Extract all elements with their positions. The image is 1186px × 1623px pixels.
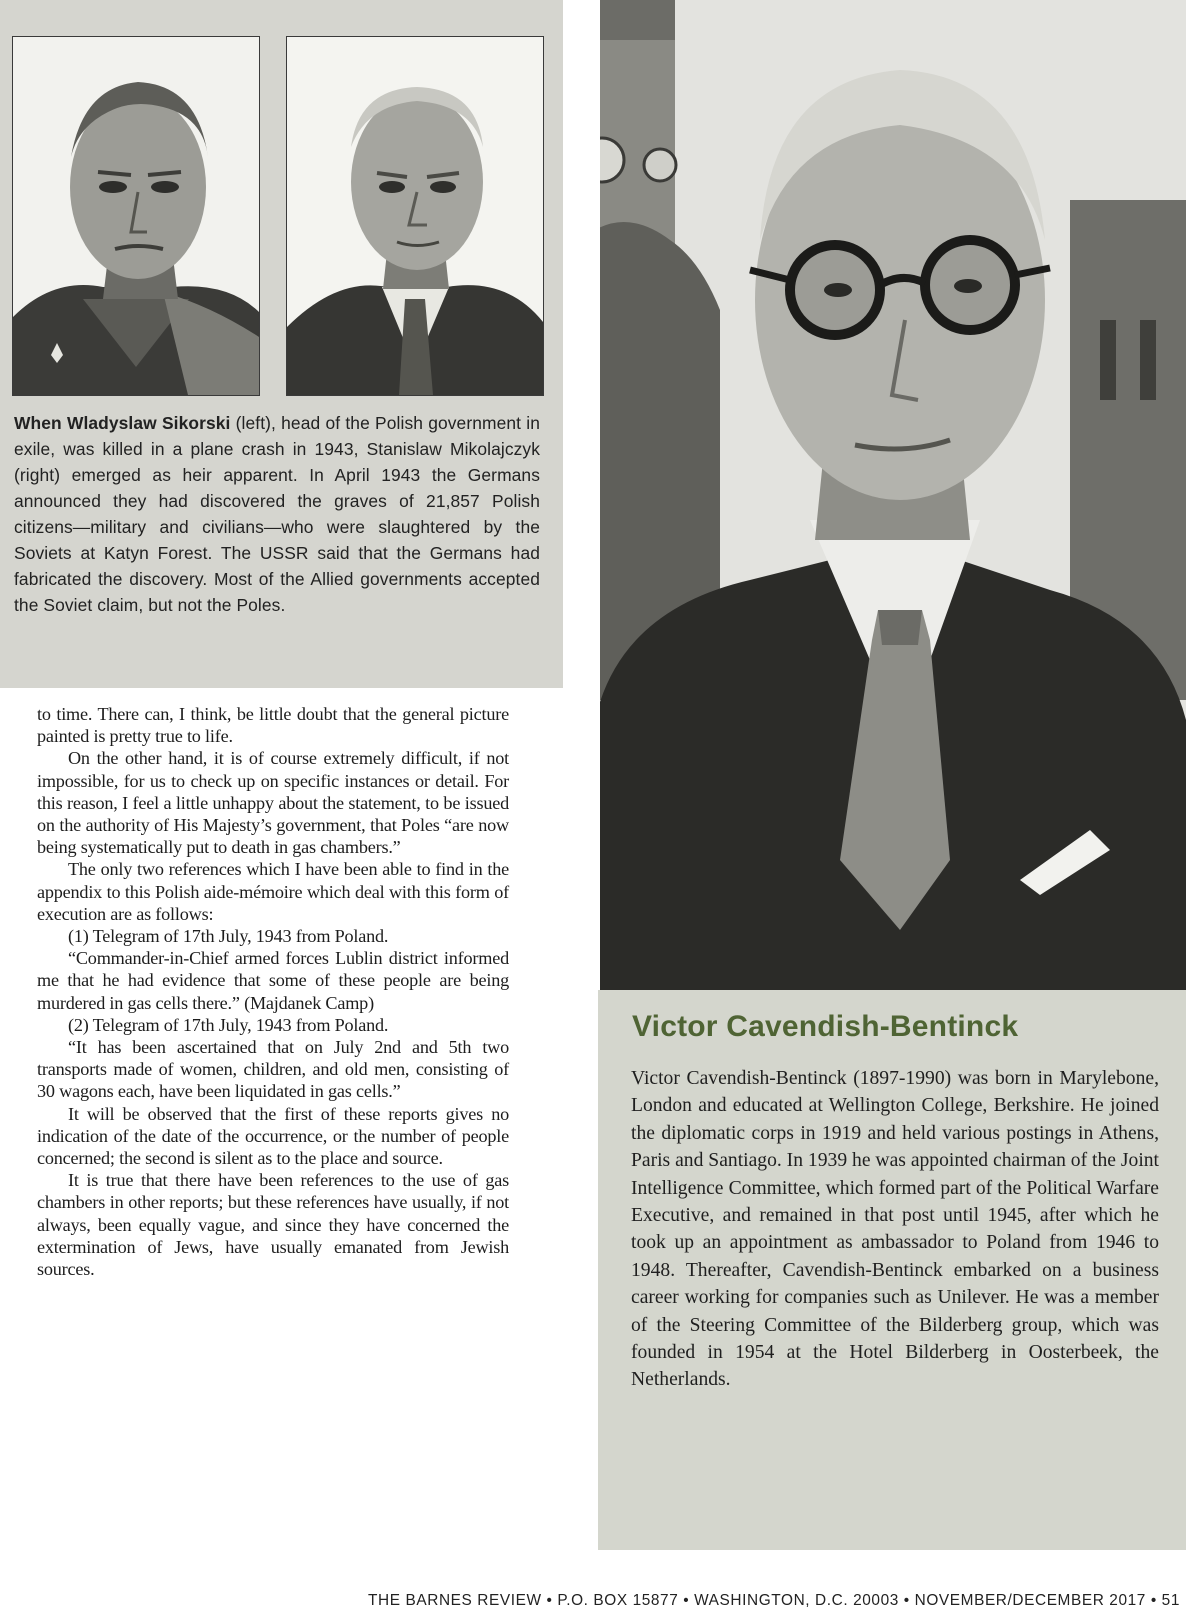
article-body-column — [37, 703, 509, 1280]
caption-text: (left), head of the Polish government in exile, was killed in a plane crash in 1943, Stanislaw Mikolajczyk (right) emerged as heir apparent. In April 1943 the Germans announced they had discovered the graves of 21,857 Polish citizens—military and civilians—who were slaughtered by the Soviets at Katyn Forest. The USSR said that the Germans had fabricated the discovery. Most of the Allied governments accepted the Soviet claim, but not the Poles. — [14, 413, 540, 615]
body-paragraph: (2) Telegram of 17th July, 1943 from Poland. — [68, 1014, 389, 1035]
caption-lead: When Wladyslaw Sikorski — [14, 413, 231, 433]
body-paragraph: The only two references which I have been able to find in the appendix to this Polish aide-mémoire which deal with this form of execution are as follows: — [37, 859, 509, 924]
cavendish-bentinck-portrait-photo — [600, 0, 1186, 990]
page-footer: THE BARNES REVIEW • P.O. BOX 15877 • WASHINGTON, D.C. 20003 • NOVEMBER/DECEMBER 2017 • 51 — [368, 1592, 1180, 1609]
bio-text: Victor Cavendish-Bentinck (1897-1990) was born in Marylebone, London and educated at Wellington College, Berkshire. He joined the diplomatic corps in 1919 and held various postings in Athens, Paris and Santiago. In 1939 he was appointed chairman of the Joint Intelligence Committee, which formed part of the Political Warfare Executive, and remained in that post until 1945, after which he took up an appointment as ambassador to Poland from 1946 to 1948. Thereafter, Cavendish-Bentinck embarked on a business career working for companies such as Unilever. He was a member of the Steering Committee of the Bilderberg group, which was founded in 1954 at the Hotel Bilderberg in Oosterbeek, the Netherlands. — [631, 1068, 1159, 1391]
caption-panel — [0, 0, 563, 688]
sikorski-portrait-photo — [12, 36, 260, 396]
body-paragraph: (1) Telegram of 17th July, 1943 from Poland. — [68, 926, 389, 947]
body-paragraph: to time. There can, I think, be little doubt that the general picture painted is pretty true to life. — [37, 704, 509, 747]
body-paragraph: “Commander-in-Chief armed forces Lublin district informed me that he had evidence that some of these people are being murdered in gas cells there.” (Majdanek Camp) — [37, 948, 509, 1013]
body-paragraph: It will be observed that the first of these reports gives no indication of the date of the occurrence, or the number of people concerned; the second is silent as to the place and source. — [37, 1103, 509, 1169]
body-paragraph: It is true that there have been references to the use of gas chambers in other reports; but these references have usually, if not always, been equally vague, and since they have concerned the extermination of Jews, have usually emanated from Jewish sources. — [37, 1170, 509, 1280]
body-paragraph: On the other hand, it is of course extremely difficult, if not impossible, for us to check up on specific instances or detail. For this reason, I feel a little unhappy about the statement, to be issued on the authority of His Majesty’s government, that Poles “are now being systematically put to death in gas chambers.” — [37, 748, 509, 858]
mikolajczyk-portrait-photo — [286, 36, 544, 396]
bio-title: Victor Cavendish-Bentinck — [632, 1010, 1019, 1043]
photo-caption — [14, 410, 540, 618]
body-paragraph: “It has been ascertained that on July 2nd and 5th two transports made of women, children, and old men, consisting of 30 wagons each, have been liquidated in gas cells.” — [37, 1037, 509, 1102]
